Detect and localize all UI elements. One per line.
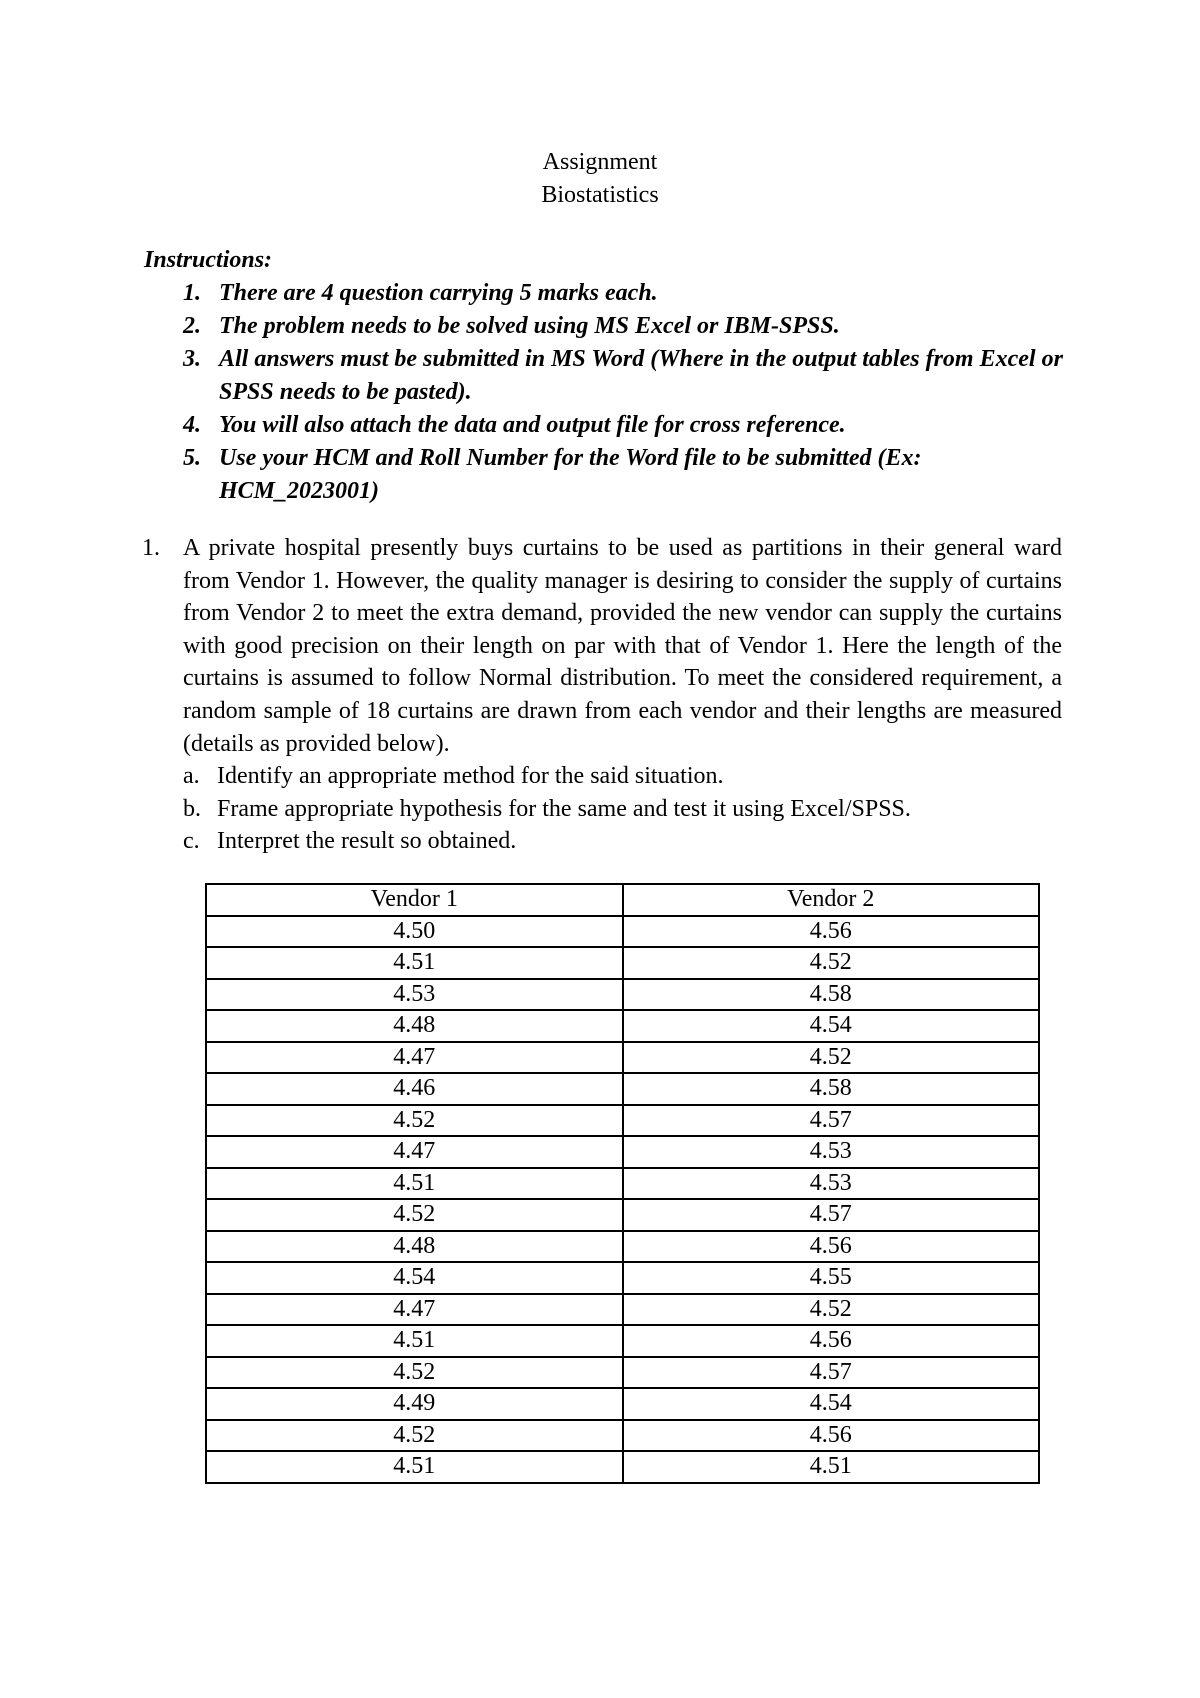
sub-question	[183, 793, 1062, 826]
sub-question	[183, 825, 1062, 858]
table-row	[206, 1231, 1039, 1263]
table-row	[206, 1451, 1039, 1483]
document-title: Assignment	[542, 149, 658, 175]
vendor-1-value: 4.54	[206, 1262, 623, 1294]
vendor-2-value: 4.54	[623, 1388, 1040, 1420]
table-row	[206, 1073, 1039, 1105]
vendor-2-value: 4.57	[623, 1105, 1040, 1137]
vendor-2-value: 4.56	[623, 1420, 1040, 1452]
question-text: A private hospital presently buys curtains to be used as partitions in their general ward from Vendor 1. However, the quality manager is desiring to consider the supply of curtains from Vendor 2 to meet the extra demand, provided the new vendor can supply the curtains with good precision on their length on par with that of Vendor 1. Here the length of the curtains is assumed to follow Normal distribution. To meet the considered requirement, a random sample of 18 curtains are drawn from each vendor and their lengths are measured (details as provided below).	[183, 535, 1062, 757]
sub-question-letter: a.	[183, 763, 200, 790]
vendor-1-value: 4.52	[206, 1420, 623, 1452]
instruction-item	[144, 310, 1064, 343]
title-block	[0, 146, 1200, 212]
sub-question-text: Interpret the result so obtained.	[217, 828, 517, 855]
vendor-1-value: 4.51	[206, 947, 623, 979]
table-row	[206, 1325, 1039, 1357]
vendor-2-value: 4.53	[623, 1136, 1040, 1168]
table-row	[206, 1042, 1039, 1074]
vendor-2-value: 4.53	[623, 1168, 1040, 1200]
table-row	[206, 916, 1039, 948]
table-body	[206, 916, 1039, 1483]
vendor-1-value: 4.48	[206, 1231, 623, 1263]
vendor-2-value: 4.52	[623, 1294, 1040, 1326]
instruction-item	[144, 343, 1064, 409]
vendor-2-value: 4.58	[623, 979, 1040, 1011]
table-row	[206, 1168, 1039, 1200]
vendor-1-value: 4.51	[206, 1325, 623, 1357]
vendor-1-value: 4.48	[206, 1010, 623, 1042]
vendor-1-value: 4.51	[206, 1451, 623, 1483]
question-1	[142, 532, 1062, 858]
vendor-2-value: 4.57	[623, 1199, 1040, 1231]
vendor-2-value: 4.56	[623, 1325, 1040, 1357]
vendor-1-value: 4.47	[206, 1042, 623, 1074]
column-header-vendor-2: Vendor 2	[623, 884, 1040, 916]
instruction-item	[144, 442, 1064, 508]
instruction-text: All answers must be submitted in MS Word (Where in the output tables from Excel or SPSS needs to be pasted).	[219, 346, 1063, 405]
vendor-2-value: 4.56	[623, 916, 1040, 948]
table-row	[206, 1357, 1039, 1389]
vendor-1-value: 4.53	[206, 979, 623, 1011]
question-number: 1.	[142, 535, 160, 561]
table-row	[206, 1199, 1039, 1231]
sub-question	[183, 760, 1062, 793]
vendor-2-value: 4.58	[623, 1073, 1040, 1105]
instructions-heading: Instructions:	[144, 247, 273, 273]
vendor-1-value: 4.52	[206, 1357, 623, 1389]
question-body	[142, 532, 1062, 858]
vendor-2-value: 4.52	[623, 947, 1040, 979]
table-row	[206, 1136, 1039, 1168]
table-row	[206, 1262, 1039, 1294]
table-row	[206, 979, 1039, 1011]
instruction-text: Use your HCM and Roll Number for the Word file to be submitted (Ex: HCM_2023001)	[219, 445, 922, 504]
column-header-vendor-1: Vendor 1	[206, 884, 623, 916]
vendor-1-value: 4.50	[206, 916, 623, 948]
table-header-row	[206, 884, 1039, 916]
instruction-number: 3.	[183, 346, 201, 372]
table-row	[206, 947, 1039, 979]
instruction-number: 5.	[183, 445, 201, 471]
vendor-1-value: 4.52	[206, 1105, 623, 1137]
sub-question-text: Identify an appropriate method for the said situation.	[217, 763, 724, 790]
vendor-2-value: 4.57	[623, 1357, 1040, 1389]
vendor-1-value: 4.47	[206, 1294, 623, 1326]
vendor-2-value: 4.56	[623, 1231, 1040, 1263]
instructions-section	[144, 244, 1064, 508]
sub-question-letter: c.	[183, 828, 200, 855]
sub-question-letter: b.	[183, 795, 201, 822]
table-row	[206, 1010, 1039, 1042]
instruction-item	[144, 277, 1064, 310]
table-row	[206, 1294, 1039, 1326]
vendor-1-value: 4.47	[206, 1136, 623, 1168]
instruction-number: 4.	[183, 412, 201, 438]
sub-question-list	[183, 760, 1062, 858]
vendor-2-value: 4.51	[623, 1451, 1040, 1483]
table-row	[206, 1388, 1039, 1420]
vendor-1-value: 4.51	[206, 1168, 623, 1200]
vendor-2-value: 4.55	[623, 1262, 1040, 1294]
instruction-text: There are 4 question carrying 5 marks each.	[219, 280, 658, 306]
vendor-2-value: 4.52	[623, 1042, 1040, 1074]
vendor-1-value: 4.49	[206, 1388, 623, 1420]
vendor-1-value: 4.46	[206, 1073, 623, 1105]
instruction-number: 2.	[183, 313, 201, 339]
instruction-text: You will also attach the data and output file for cross reference.	[219, 412, 846, 438]
instruction-item	[144, 409, 1064, 442]
instruction-number: 1.	[183, 280, 201, 306]
vendor-length-table	[205, 883, 1040, 1484]
instructions-list	[144, 277, 1064, 508]
table-row	[206, 1105, 1039, 1137]
document-subtitle: Biostatistics	[541, 182, 659, 208]
table-row	[206, 1420, 1039, 1452]
vendor-1-value: 4.52	[206, 1199, 623, 1231]
vendor-2-value: 4.54	[623, 1010, 1040, 1042]
sub-question-text: Frame appropriate hypothesis for the same and test it using Excel/SPSS.	[217, 795, 911, 822]
instruction-text: The problem needs to be solved using MS Excel or IBM-SPSS.	[219, 313, 840, 339]
